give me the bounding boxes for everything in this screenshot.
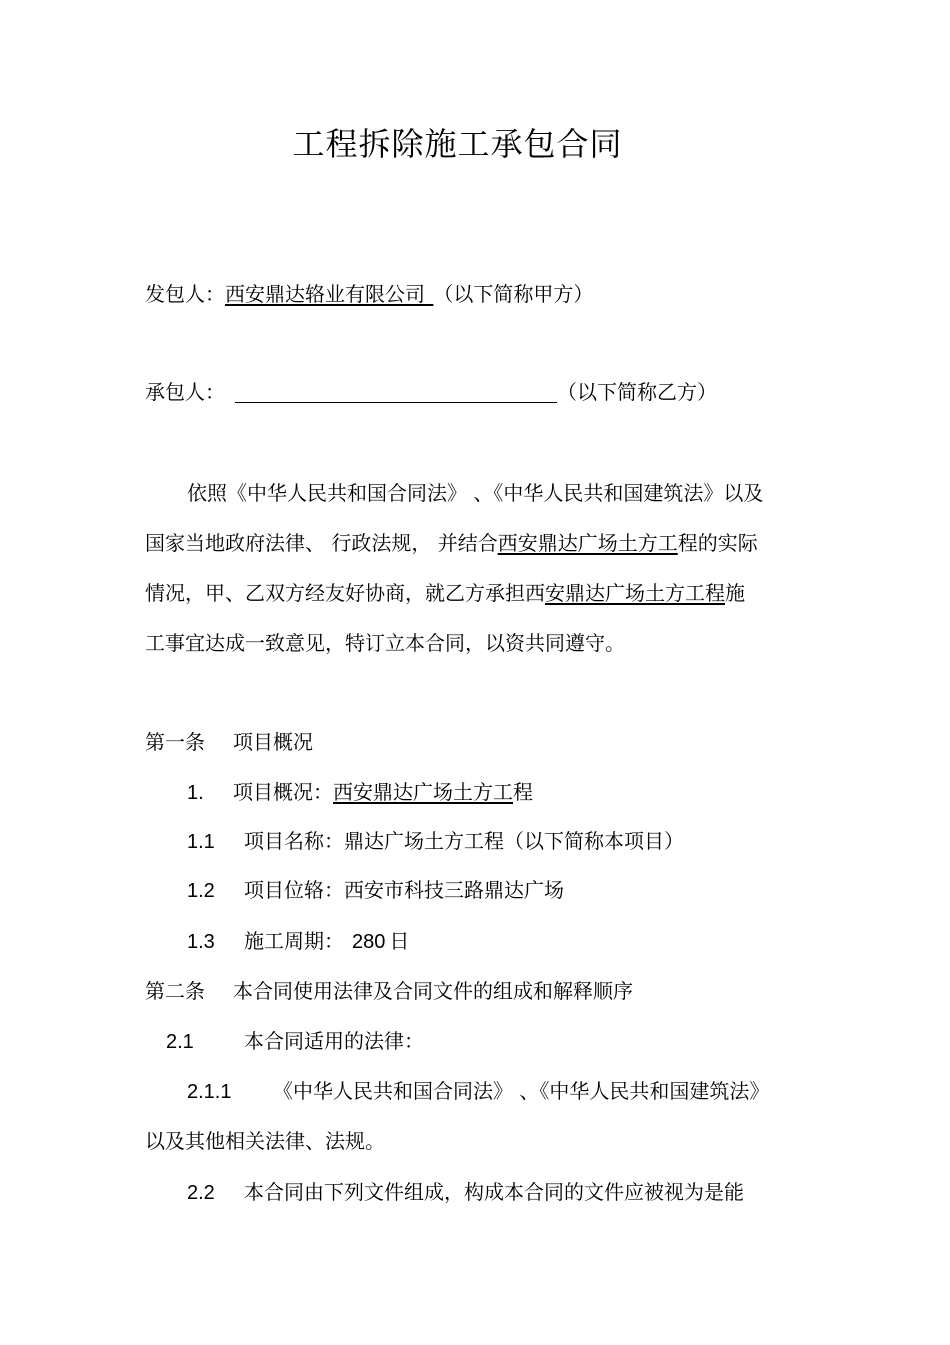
item-1-2-text: 项目位辂：西安市科技三路鼎达广场 [244,878,564,902]
preamble-l3-text-b: 施 [725,581,745,605]
item-1-3-value: 280 [352,931,386,953]
article-2-number: 第二条 [145,979,205,1003]
item-1-2-number: 1.2 [187,880,215,902]
item-2-2-number: 2.2 [187,1182,215,1204]
item-2-1 [166,1029,424,1054]
preamble-line-3 [145,581,745,605]
item-1-label: 项目概况： [233,780,333,804]
item-2-1-text: 本合同适用的法律： [244,1029,424,1053]
item-1 [187,780,533,805]
item-1-1-number: 1.1 [187,831,215,853]
item-2-1-1-continuation: 以及其他相关法律、法规。 [145,1129,385,1153]
article-2-heading [145,979,633,1003]
contractor-label: 承包人： [145,380,225,404]
item-1-1-text: 项目名称：鼎达广场土方工程（以下简称本项目） [244,829,684,853]
contractor-suffix: （以下简称乙方） [557,380,717,404]
preamble-l2-text-a: 国家当地政府法律、 行政法规， 并结合 [145,531,498,555]
article-1-number: 第一条 [145,730,205,754]
item-1-value-tail: 程 [513,780,533,804]
article-2-title: 本合同使用法律及合同文件的组成和解释顺序 [233,979,633,1003]
employer-line [145,282,593,306]
item-1-3-unit: 日 [389,929,410,953]
preamble-line-1: 依照《中华人民共和国合同法》 、《中华人民共和国建筑法》以及 [187,481,764,505]
article-1-title: 项目概况 [233,730,313,754]
item-1-3 [187,929,409,954]
item-2-1-1-text: 《中华人民共和国合同法》 、《中华人民共和国建筑法》 [273,1079,770,1103]
item-2-2-text: 本合同由下列文件组成，构成本合同的文件应被视为是能 [244,1180,744,1204]
preamble-line-2 [145,531,758,555]
item-1-3-number: 1.3 [187,931,215,953]
document-title: 工程拆除施工承包合同 [292,125,623,163]
employer-suffix: （以下简称甲方） [433,282,594,306]
item-1-number: 1. [187,782,204,804]
project-name-underlined-2: 安鼎达广场土方工程 [545,581,725,605]
item-2-1-number: 2.1 [166,1031,194,1053]
preamble-l2-text-b: 程的实际 [677,531,758,555]
employer-label: 发包人： [145,282,225,306]
item-2-1-1-number: 2.1.1 [187,1081,232,1103]
item-1-2 [187,878,564,903]
preamble-l3-text-a: 情况，甲、乙双方经友好协商，就乙方承担西 [145,581,545,605]
employer-name: 西安鼎达辂业有限公司 [225,282,425,306]
item-1-1 [187,829,684,854]
contractor-name-blank [235,382,557,403]
project-name-underlined: 西安鼎达广场土方工 [497,531,678,555]
item-2-1-1 [187,1079,769,1104]
item-1-3-label: 施工周期： [244,929,344,953]
contractor-line [145,380,717,404]
preamble-line-4: 工事宜达成一致意见，特订立本合同，以资共同遵守。 [145,631,625,655]
item-2-2 [187,1180,744,1205]
article-1-heading [145,730,313,754]
item-1-value-underlined: 西安鼎达广场土方工 [333,780,513,804]
